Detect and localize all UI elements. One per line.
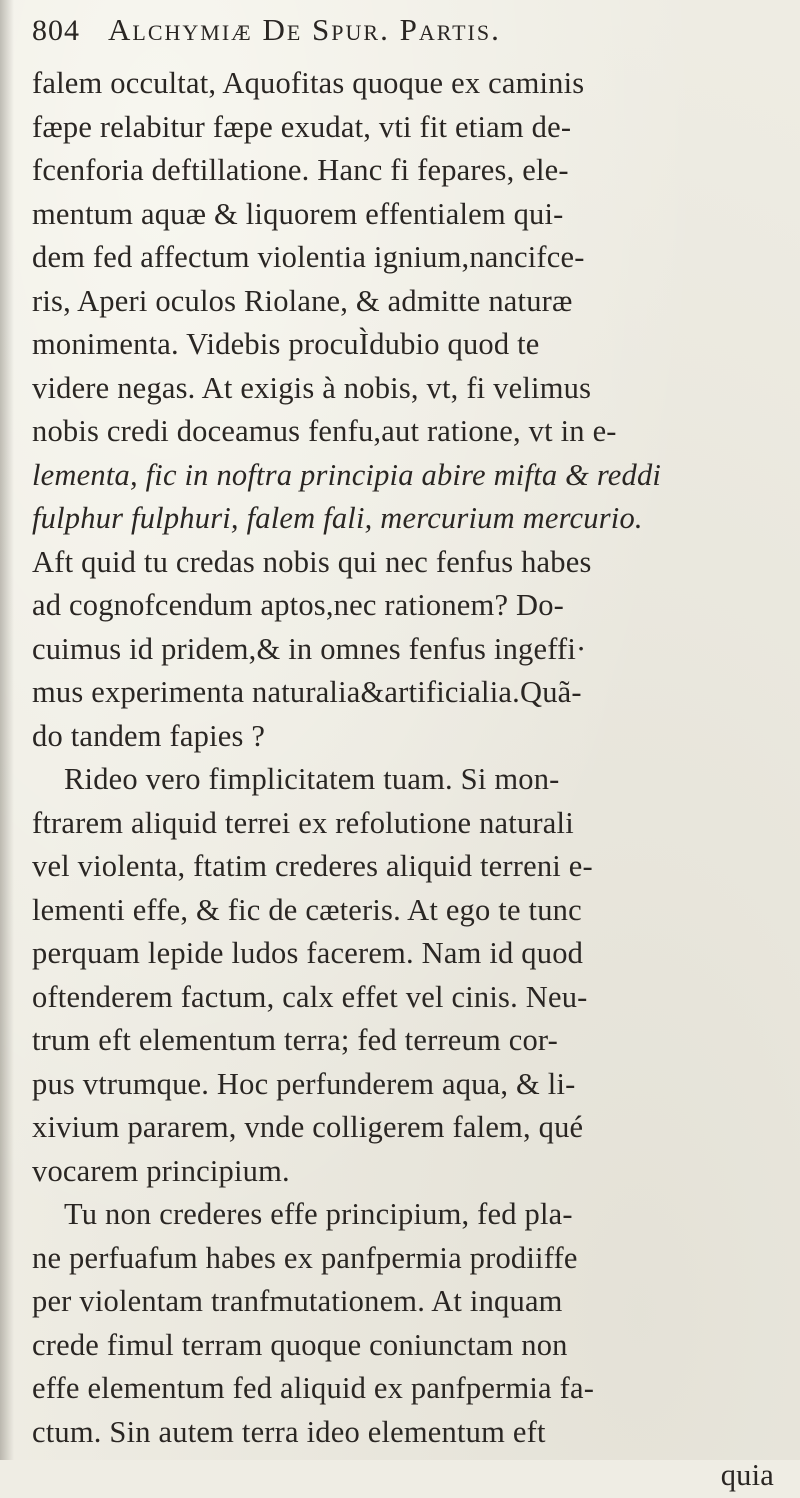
text-line: ris, Aperi oculos Riolane, & admitte naturæ	[32, 283, 573, 318]
text-line: vel violenta, ftatim crederes aliquid terreni e-	[32, 849, 593, 883]
text-line: vocarem principium.	[32, 1153, 290, 1188]
italic-text: fulphur fulphuri, falem fali, mercurium mercurio.	[32, 501, 643, 535]
page-edge-shadow	[0, 0, 14, 1460]
text-line: cuimus id pridem,& in omnes fenfus ingeffi·	[32, 631, 587, 666]
text-line-italic	[32, 454, 788, 498]
text-line: lementi effe, & fic de cæteris. At ego te tunc	[32, 892, 582, 927]
text-line: perquam lepide ludos facerem. Nam id quod	[32, 936, 584, 970]
text-line-italic	[32, 497, 788, 541]
text-line: xivium pararem, vnde colligerem falem, qué	[32, 1110, 584, 1144]
catchword: quia	[720, 1458, 774, 1492]
text-line: ne perfuafum habes ex panfpermia prodiiffe	[32, 1240, 578, 1275]
text-line: do tandem fapies ?	[32, 718, 266, 753]
text-line: falem occultat, Aquofitas quoque ex caminis	[32, 66, 585, 100]
text-line: pus vtrumque. Hoc perfunderem aqua, & li-	[32, 1066, 576, 1101]
text-line: oftenderem factum, calx effet vel cinis. Neu-	[32, 979, 588, 1014]
body-text	[32, 62, 788, 1498]
text-line: effe elementum fed aliquid ex panfpermia fa-	[32, 1371, 595, 1405]
text-line: dem fed affectum violentia ignium,nancifce-	[32, 240, 585, 274]
text-line: videre negas. At exigis à nobis, vt, fi velimus	[32, 370, 592, 405]
paragraph-start-line: Tu non crederes effe principium, fed pla-	[64, 1197, 573, 1231]
running-title: Alchymiæ De Spur. Partis.	[108, 12, 501, 47]
text-line: ftrarem aliquid terrei ex refolutione naturali	[32, 805, 574, 840]
text-line: monimenta. Videbis procuÌdubio quod te	[32, 327, 540, 361]
text-line: mus experimenta naturalia&artificialia.Quã-	[32, 675, 582, 709]
text-line: mentum aquæ & liquorem effentialem qui-	[32, 196, 564, 231]
paragraph-start-line: Rideo vero fimplicitatem tuam. Si mon-	[64, 762, 560, 796]
text-line: fæpe relabitur fæpe exudat, vti fit etiam de-	[32, 109, 572, 144]
text-line: per violentam tranfmutationem. At inquam	[32, 1284, 563, 1318]
text-line: ctum. Sin autem terra ideo elementum eft	[32, 1414, 546, 1449]
text-line: crede fimul terram quoque coniunctam non	[32, 1327, 568, 1362]
text-line: fcenforia deftillatione. Hanc fi fepares, ele-	[32, 153, 569, 187]
text-line: ad cognofcendum aptos,nec rationem? Do-	[32, 588, 565, 622]
text-line: nobis credi doceamus fenfu,aut ratione, vt in e-	[32, 414, 617, 448]
text-line: Aft quid tu credas nobis qui nec fenfus habes	[32, 544, 592, 579]
page-number: 804	[32, 14, 80, 47]
page-header	[32, 12, 772, 58]
italic-text: lementa, fic in noftra principia abire mifta & reddi	[32, 457, 662, 492]
text-line: trum eft elementum terra; fed terreum cor-	[32, 1023, 559, 1057]
